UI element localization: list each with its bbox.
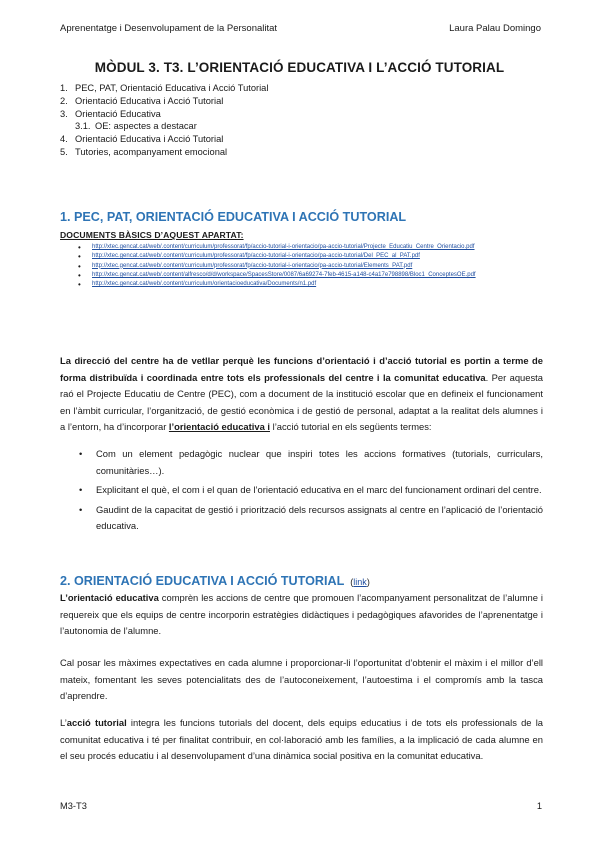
- header-course-title: Aprenentatge i Desenvolupament de la Personalitat: [60, 23, 278, 34]
- section-1-bullet-list: [96, 446, 543, 538]
- section-2-heading: 2. ORIENTACIÓ EDUCATIVA I ACCIÓ TUTORIAL (link): [60, 574, 370, 588]
- section-1-heading: 1. PEC, PAT, ORIENTACIÓ EDUCATIVA I ACCIÓ TUTORIAL: [60, 210, 407, 224]
- toc-item: 3. Orientació Educativa: [60, 108, 161, 119]
- bullet-item: • Com un element pedagògic nuclear que inspiri totes les accions formatives (tutorials, curriculars, comunitàries…).: [96, 446, 543, 479]
- section-2-paragraph-3: L’acció tutorial integra les funcions tutorials del docent, dels equips educatius i de tots els professionals de la comunitat educativa i té per finalitat contribuir, en col·laboració amb les famílies, a la implicació de cada alumne en el seu procés educatiu i al desenvolupament d’una dinàmica social positiva en la comunitat educativa.: [60, 717, 543, 762]
- section-2-link[interactable]: link: [353, 577, 367, 587]
- document-link[interactable]: • http://xtec.gencat.cat/web/.content/curriculum/professorat/fp/accio-tutorial-i-orientacio/pa-accio-tutorial/Del_PEC_al_PAT.pdf: [78, 252, 548, 261]
- toc-item: 4. Orientació Educativa i Acció Tutorial: [60, 134, 224, 145]
- document-link[interactable]: • http://xtec.gencat.cat/web/.content/curriculum/professorat/fp/accio-tutorial-i-orientacio/pa-accio-tutorial/Projecte_Educatiu_Centre_Orientacio.pdf: [78, 243, 548, 252]
- section-2-paragraph-2: Cal posar les màximes expectatives en cada alumne i proporcionar-li l’oportunitat d’obtenir el màxim i el millor d’ell mateix, fomentant les seves potencialitats des de l’autoconeixement, l’autoestima i el compromís amb la tasca d’aprendre.: [60, 657, 543, 702]
- section-1-paragraph: La direcció del centre ha de vetllar perquè les funcions d’orientació i d’acció tutorial es portin a terme de forma distribuïda i coordinada entre tots els professionals del centre i la comunitat educativa. Per aquesta raó el Projecte Educatiu de Centre (PEC), com a document de la institució escolar que en defineix el funcionament en l’àmbit curricular, l’organització, de gestió econòmica i de gestió de personal, adaptat a la realitat dels alumnes i a l’entorn, ha d’incorporar l’orientació educativa i l’acció tutorial en els següents termes:: [60, 355, 543, 433]
- toc-subitem: 3.1. OE: aspectes a destacar: [75, 121, 197, 132]
- documents-link-list: [78, 243, 548, 289]
- toc-item: 1. PEC, PAT, Orientació Educativa i Acció Tutorial: [60, 83, 269, 93]
- table-of-contents: [60, 82, 268, 159]
- section-2-paragraph-1: L’orientació educativa comprèn les accions de centre que promouen l’acompanyament personalitzat de l’alumne i requereix que els equips de centre incorporin estratègies didàctiques i pedagògiques afavorides de l’aprenentatge i l’autonomia de l’alumne.: [60, 592, 543, 637]
- document-link[interactable]: • http://xtec.gencat.cat/web/.content/curriculum/professorat/fp/accio-tutorial-i-orientacio/pa-accio-tutorial/Elements_PAT.pdf: [78, 262, 548, 271]
- bullet-item: • Gaudint de la capacitat de gestió i priorització dels recursos assignats al centre en l’aplicació de l’orientació educativa.: [96, 502, 543, 535]
- bullet-item: • Explicitant el què, el com i el quan de l’orientació educativa en el marc del funcionament ordinari del centre.: [96, 482, 543, 499]
- document-link[interactable]: • http://xtec.gencat.cat/web/.content/alfresco/d/d/workspace/SpacesStore/0087/6a69274-7feb-4615-a148-c4a17e798898/Bloc1_ConceptesOE.pdf: [78, 271, 548, 280]
- document-link[interactable]: • http://xtec.gencat.cat/web/.content/curriculum/orientacioeducativa/Documents/n1.pdf: [78, 280, 548, 289]
- document-title: MÒDUL 3. T3. L’ORIENTACIÓ EDUCATIVA I L’ACCIÓ TUTORIAL: [94, 60, 505, 75]
- documents-heading: DOCUMENTS BÀSICS D’AQUEST APARTAT:: [60, 230, 244, 240]
- toc-item: 5. Tutories, acompanyament emocional: [60, 146, 228, 157]
- page-number: 1: [536, 801, 542, 811]
- toc-item: 2. Orientació Educativa i Acció Tutorial: [60, 95, 224, 106]
- header-author: Laura Palau Domingo: [449, 23, 541, 34]
- footer-label: M3-T3: [60, 801, 87, 811]
